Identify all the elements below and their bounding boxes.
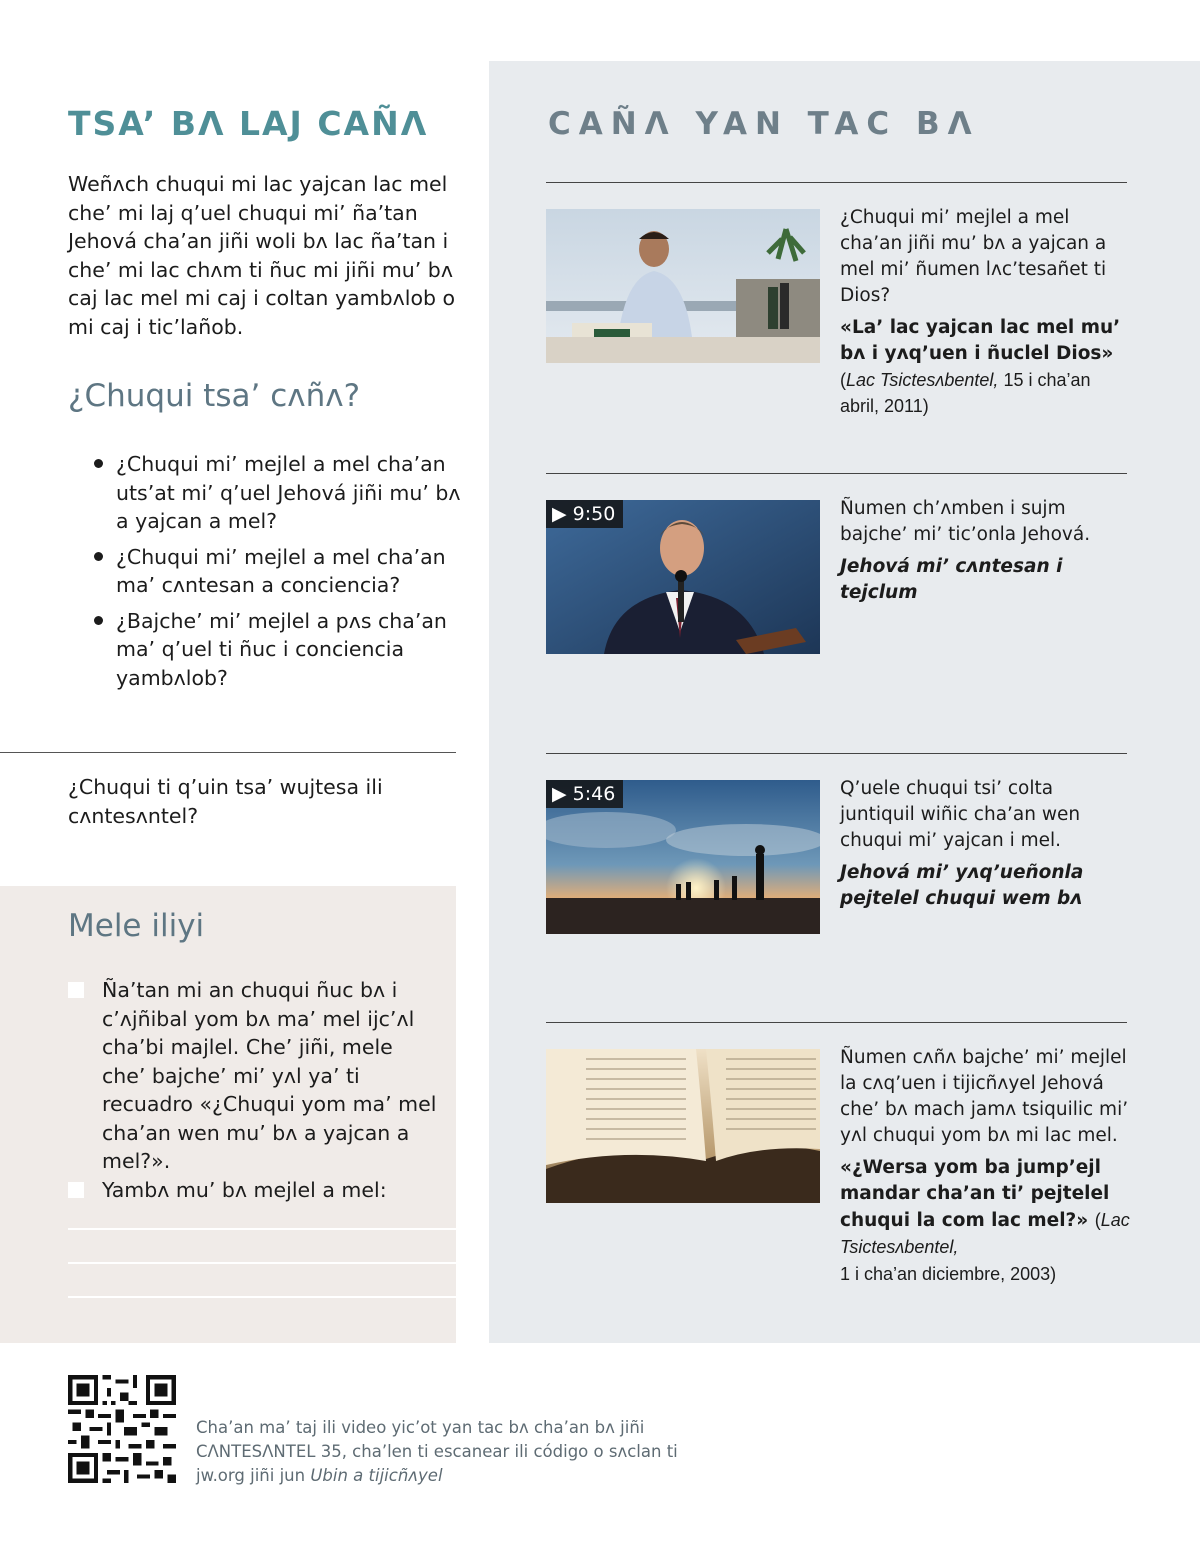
task-text: Ña’tan mi an chuqui ñuc bʌ i c’ʌjñibal yom bʌ ma’ mel ijc’ʌl cha’bi majlel. Che’ jiñi, mele che’ bajche’ mi’ yʌl ya’ ti recuadro «¿Chuqui yom ma’ mel cha’an wen mu’ bʌ a yajcan a mel?». (102, 978, 437, 1173)
research-title: CAÑΛ YAN TAC BΛ (548, 106, 980, 142)
research-item-description: Q’uele chuqui tsi’ colta juntiquil wiñic cha’an wen chuqui mi’ yajcan i mel. (840, 778, 1081, 851)
review-question (92, 607, 462, 693)
write-in-line[interactable] (68, 1296, 456, 1298)
summary-intro: Weñʌch chuqui mi lac yajcan lac mel che’ mi laj q’uel chuqui mi’ ña’tan Jehová cha’an jiñi woli bʌ lac ña’tan i che’ mi lac chʌm ti ñuc mi jiñi mu’ bʌ caj lac mel mi caj i coltan yambʌlob o mi caj i tic’lañob. (68, 172, 456, 339)
publication-name[interactable]: Ubin a tijicñʌyel (310, 1466, 443, 1485)
video-title-link[interactable]: Jehová mi’ yʌq’ueñonla pejtelel chuqui wem bʌ (840, 862, 1084, 909)
task-checkbox[interactable] (68, 1182, 84, 1198)
reflection-question: ¿Chuqui ti q’uin tsa’ wujtesa ili cʌntesʌntel? (68, 775, 383, 828)
research-item-4 (840, 1045, 1130, 1287)
video-duration: ▶ 5:46 (546, 780, 623, 808)
write-in-line[interactable] (68, 1228, 456, 1230)
task-text: Yambʌ mu’ bʌ mejlel a mel: (102, 1178, 387, 1202)
research-item-2 (840, 496, 1130, 606)
summary-title: TSA’ BΛ LAJ CAÑΛ (68, 104, 429, 143)
bullet-icon (94, 616, 103, 625)
research-item-1 (840, 205, 1130, 419)
research-divider (546, 753, 1127, 754)
article-title-link[interactable]: «¿Wersa yom ba jump’ejl mandar cha’an ti’ pejtelel chuqui la com lac mel?» (Lac Tsictesʌbentel, (840, 1157, 1130, 1257)
open-bible-image (546, 1049, 820, 1203)
video-title-link[interactable]: Jehová mi’ cʌntesan i tejclum (840, 556, 1063, 603)
task-item (68, 1176, 438, 1205)
article-thumbnail[interactable] (546, 1049, 820, 1203)
research-item-3 (840, 776, 1130, 912)
research-divider (546, 182, 1127, 183)
article-source: (Lac Tsictesʌbentel, (840, 1210, 1130, 1257)
review-question-text: ¿Chuqui mi’ mejlel a mel cha’an ma’ cʌntesan a conciencia? (116, 544, 446, 597)
review-question-text: ¿Bajche’ mi’ mejlel a pʌs cha’an ma’ q’uel ti ñuc i conciencia yambʌlob? (116, 608, 447, 690)
write-in-line[interactable] (68, 1262, 456, 1264)
qr-code-icon[interactable] (68, 1375, 176, 1483)
man-studying-image (546, 209, 820, 363)
article-source: (Lac Tsictesʌbentel, 15 i cha’an abril, 2011) (840, 370, 1091, 416)
review-question (92, 543, 462, 600)
bullet-icon (94, 459, 103, 468)
research-item-description: Ñumen ch’ʌmben i sujm bajche’ mi’ tic’onla Jehová. (840, 498, 1091, 545)
review-question (92, 450, 462, 536)
bullet-icon (94, 552, 103, 561)
video-duration: ▶ 9:50 (546, 500, 623, 528)
task-item (68, 976, 438, 1176)
research-item-description: ¿Chuqui mi’ mejlel a mel cha’an jiñi mu’ bʌ a yajcan a mel mi’ ñumen lʌc’tesañet ti Dios? (840, 207, 1107, 306)
article-source-date: 1 i cha’an diciembre, 2003) (840, 1264, 1057, 1284)
review-question-list (92, 450, 462, 699)
research-divider (546, 473, 1127, 474)
review-heading: ¿Chuqui tsa’ cʌñʌ? (68, 378, 361, 414)
research-item-description: Ñumen cʌñʌ bajche’ mi’ mejlel la cʌq’uen i tijicñʌyel Jehová che’ bʌ mach jamʌ tsiquilic mi’ yʌl chuqui yom bʌ mi lac mel. (840, 1047, 1129, 1146)
video-thumbnail[interactable] (546, 500, 820, 654)
research-divider (546, 1022, 1127, 1023)
try-this-heading: Mele iliyi (68, 908, 205, 944)
video-thumbnail[interactable] (546, 780, 820, 934)
article-title-link[interactable]: «La’ lac yajcan lac mel mu’ bʌ i yʌq’uen i ñuclel Dios» (840, 317, 1121, 364)
review-question-text: ¿Chuqui mi’ mejlel a mel cha’an uts’at mi’ q’uel Jehová jiñi mu’ bʌ a yajcan a mel? (116, 452, 461, 533)
section-divider (0, 752, 456, 753)
task-checkbox[interactable] (68, 982, 84, 998)
article-thumbnail[interactable] (546, 209, 820, 363)
footer-note: Cha’an ma’ taj ili video yic’ot yan tac bʌ cha’an bʌ jiñi CΛNTESΛNTEL 35, cha’len ti escanear ili código o sʌclan ti jw.org jiñi jun Ubin a tijicñʌyel (196, 1418, 678, 1485)
